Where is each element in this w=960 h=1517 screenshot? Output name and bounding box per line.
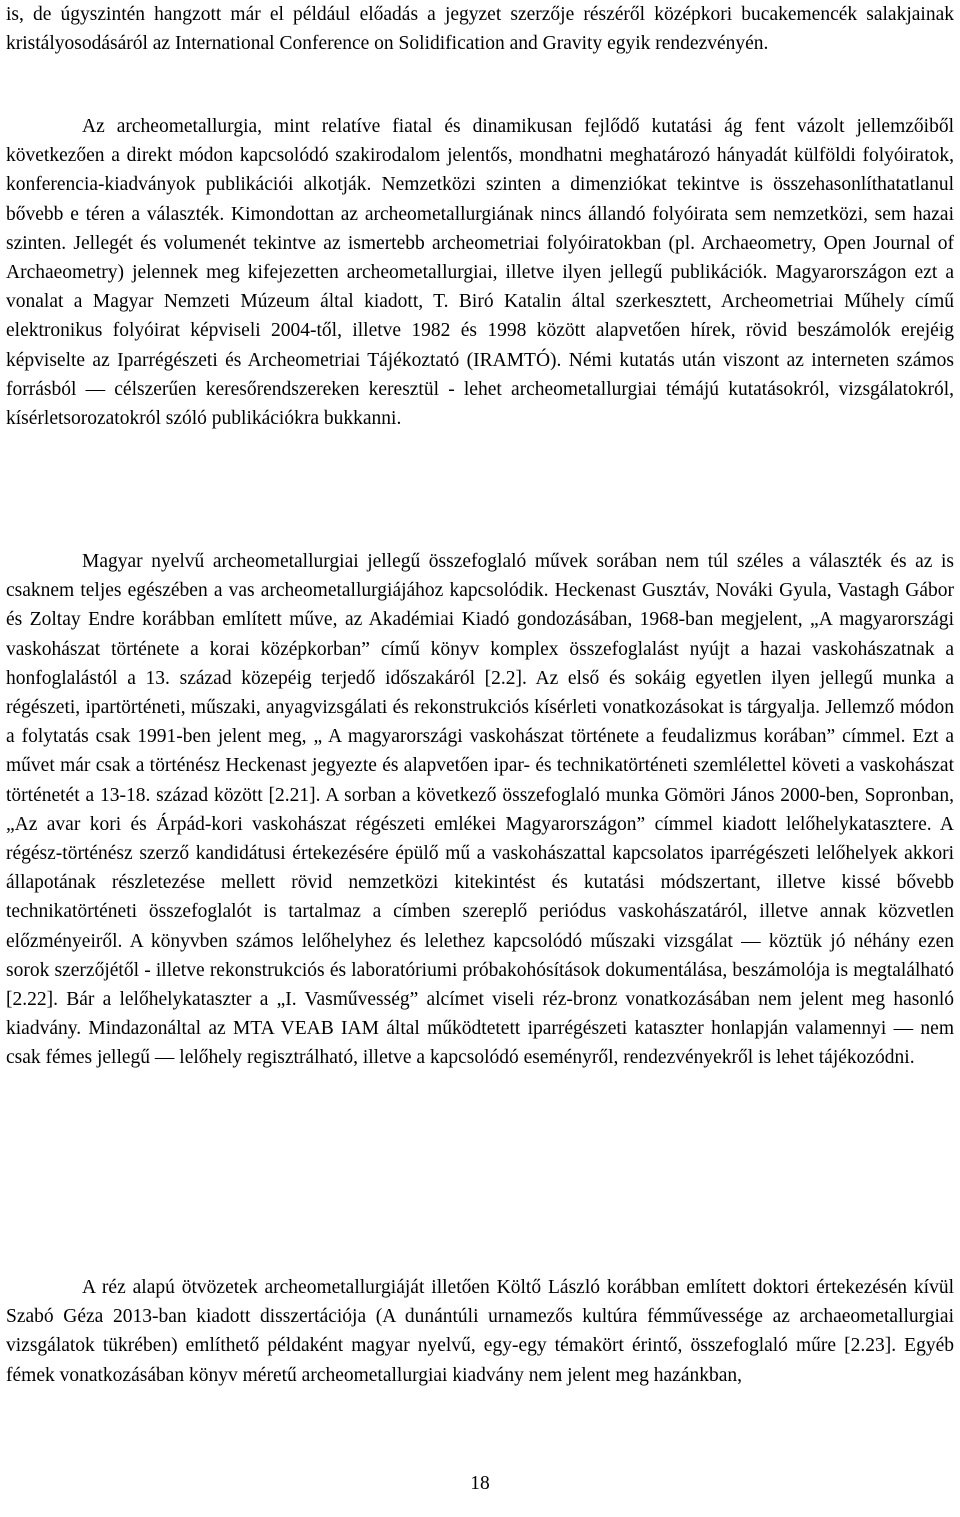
page-number: 18	[470, 1473, 490, 1494]
paragraph-hungarian-summaries: Magyar nyelvű archeometallurgiai jellegű összefoglaló művek sorában nem túl széles a választék és az is csaknem teljes egészében a vas archeometallurgiájához kapcsolódik. Heckenast Gusztáv, Nováki Gyula, Vastagh Gábor és Zoltay Endre korábban említett műve, az Akadémiai Kiadó gondozásában, 1968-ban megjelent, „A magyarországi vaskohászat története a korai középkorban” című könyv komplex összefoglalást nyújt a hazai vaskohászatnak a honfoglalástól a 13. század közepéig terjedő időszakáról [2.2]. Az első és sokáig egyetlen ilyen jellegű munka a régészeti, ipartörténeti, műszaki, anyagvizsgálati és rekonstrukciós kísérleti vonatkozásokat is tárgyalja. Jellemző módon a folytatás csak 1991-ben jelent meg, „ A magyarországi vaskohászat története a feudalizmus korában” címmel. Ezt a művet már csak a történész Heckenast jegyezte és alapvetően ipar- és technikatörténeti szemlélettel követi a vaskohászat történetét a 13-18. század között [2.21]. A sorban a következő összefoglaló munka Gömöri János 2000-ben, Sopronban, „Az avar kori és Árpád-kori vaskohászat régészeti emlékei Magyarországon” címmel kiadott lelőhelykatasztere. A régész-történész szerző kandidátusi értekezésére épülő mű a vaskohászattal kapcsolatos iparrégészeti lelőhelyek akkori állapotának részletezése mellett rövid nemzetközi kitekintést és kutatási módszertant, illetve kissé bővebb technikatörténeti összefoglalót is tartalmaz a címben szereplő periódus vaskohászatáról, illetve annak közvetlen előzményeiről. A könyvben számos lelőhelyhez és lelethez kapcsolódó műszaki vizsgálat — köztük jó néhány ezen sorok szerzőjétől - illetve rekonstrukciós és laboratóriumi próbakohósítások dokumentálása, beszámolója is megtalálható [2.22]. Bár a lelőhelykataszter a „I. Vasművesség” alcímet viseli réz-bronz vonatkozásában nem jelent meg hasonló kiadvány. Mindazonáltal az MTA VEAB IAM által működtetett iparrégészeti kataszter honlapján valamennyi — nem csak fémes jellegű — lelőhely regisztrálható, illetve a kapcsolódó eseményről, rendezvényekről is lehet tájékozódni.	[6, 551, 954, 1069]
paragraph-copper-alloys: A réz alapú ötvözetek archeometallurgiáját illetően Költő László korábban említett doktori értekezésén kívül Szabó Géza 2013-ban kiadott disszertációja (A dunántúli urnamezős kultúra fémművessége az archaeometallurgiai vizsgálatok tükrében) említhető példaként magyar nyelvű, egy-egy témakört érintő, összefoglaló műre [2.23]. Egyéb fémek vonatkozásában könyv méretű archeometallurgiai kiadvány nem jelent meg hazánkban,	[6, 1277, 954, 1386]
paragraph-literature-overview: Az archeometallurgia, mint relatíve fiatal és dinamikusan fejlődő kutatási ág fent vázolt jellemzőiből következően a direkt módon kapcsolódó szakirodalom jelentős, mondhatni meghatározó hányadát külföldi folyóiratok, konferencia-kiadványok publikációi alkotják. Nemzetközi szinten a dimenziókat tekintve is összehasonlíthatatlanul bővebb e téren a választék. Kimondottan az archeometallurgiának nincs állandó folyóirata sem nemzetközi, sem hazai szinten. Jellegét és volumenét tekintve az ismertebb archeometriai folyóiratokban (pl. Archaeometry, Open Journal of Archaeometry) jelennek meg kifejezetten archeometallurgiai, illetve ilyen jellegű publikációk. Magyarországon ezt a vonalat a Magyar Nemzeti Múzeum által kiadott, T. Biró Katalin által szerkesztett, Archeometriai Műhely című elektronikus folyóirat képviseli 2004-től, illetve 1982 és 1998 között alapvetően hírek, rövid beszámolók erejéig képviselte az Iparrégészeti és Archeometriai Tájékoztató (IRAMTÓ). Némi kutatás után viszont az interneten számos forrásból — célszerűen keresőrendszereken keresztül - lehet archeometallurgiai témájú kutatásokról, vizsgálatokról, kísérletsorozatokról szóló publikációkra bukkanni.	[6, 116, 954, 430]
paragraph-continuation: is, de úgyszintén hangzott már el például előadás a jegyzet szerzője részéről középkori bucakemencék salakjainak kristályosodásáról az International Conference on Solidification and Gravity egyik rendezvényén.	[6, 4, 954, 55]
